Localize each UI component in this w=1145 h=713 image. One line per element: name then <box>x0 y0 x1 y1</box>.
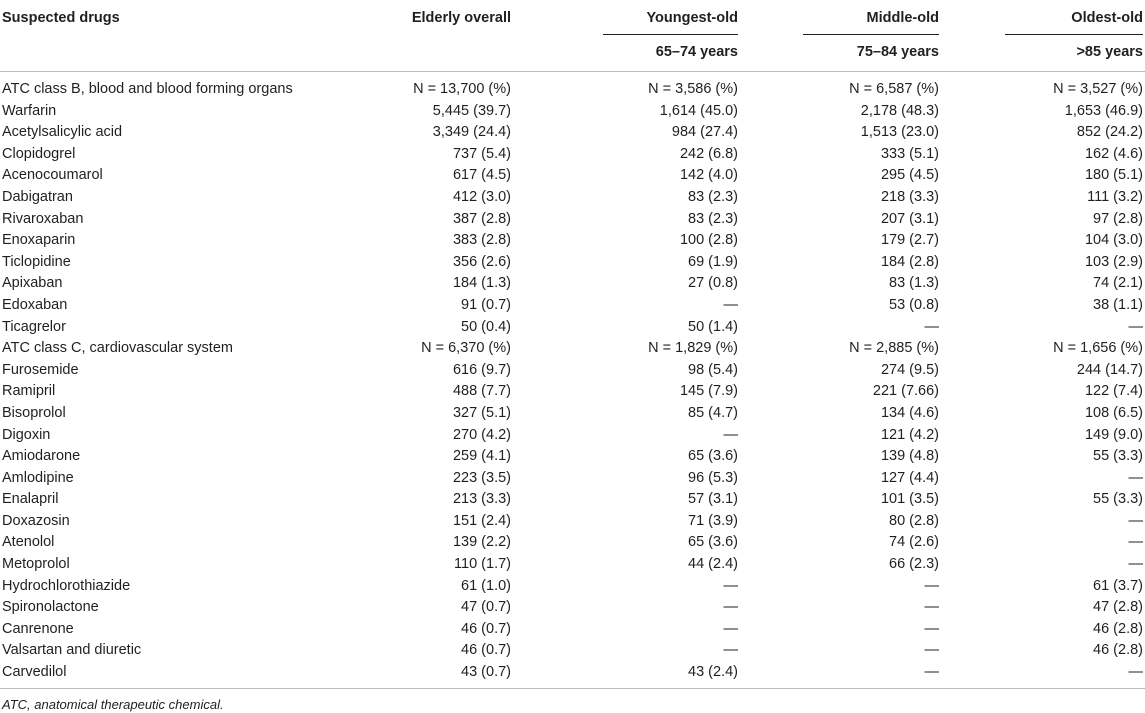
table-row <box>0 489 1145 511</box>
cell-middle: 101 (3.5) <box>880 491 939 508</box>
cell-middle: N = 6,587 (%) <box>849 81 939 97</box>
cell-youngest: — <box>723 426 738 443</box>
table-row <box>0 295 1145 317</box>
table-row <box>0 252 1145 274</box>
cell-drug: ATC class C, cardiovascular system <box>2 340 233 357</box>
cell-youngest: — <box>723 642 738 659</box>
cell-oldest: — <box>1128 534 1143 551</box>
cell-overall: N = 13,700 (%) <box>413 81 511 97</box>
cell-youngest: 142 (4.0) <box>679 167 738 184</box>
cell-youngest: 242 (6.8) <box>679 145 738 162</box>
cell-drug: Digoxin <box>2 426 51 443</box>
cell-oldest: 46 (2.8) <box>1093 620 1143 637</box>
cell-middle: 179 (2.7) <box>880 232 939 249</box>
cell-middle: 139 (4.8) <box>880 448 939 465</box>
cell-middle: — <box>924 599 939 616</box>
cell-drug: Warfarin <box>2 102 57 119</box>
cell-middle: — <box>924 577 939 594</box>
cell-oldest: 244 (14.7) <box>1076 361 1143 378</box>
cell-drug: ATC class B, blood and blood forming organs <box>2 81 293 97</box>
table-row <box>0 446 1145 468</box>
cell-oldest: 74 (2.1) <box>1093 275 1143 292</box>
cell-overall: 327 (5.1) <box>452 404 511 421</box>
cell-youngest: 83 (2.3) <box>688 188 738 205</box>
table-row <box>0 662 1145 684</box>
subheader-middle-range: 75–84 years <box>856 44 939 60</box>
cell-middle: 221 (7.66) <box>872 383 939 400</box>
subheader-youngest-range: 65–74 years <box>655 44 738 60</box>
table-row <box>0 640 1145 662</box>
table-row <box>0 554 1145 576</box>
cell-drug: Acenocoumarol <box>2 167 103 184</box>
cell-drug: Rivaroxaban <box>2 210 84 227</box>
cell-oldest: 111 (3.2) <box>1087 188 1143 205</box>
cell-youngest: 65 (3.6) <box>688 448 738 465</box>
cell-youngest: 43 (2.4) <box>688 664 738 681</box>
cell-overall: 223 (3.5) <box>452 469 511 486</box>
cell-middle: 83 (1.3) <box>889 275 939 292</box>
header-middle-old: Middle-old <box>866 10 939 26</box>
table-row <box>0 597 1145 619</box>
cell-youngest: 71 (3.9) <box>688 512 738 529</box>
cell-middle: 274 (9.5) <box>880 361 939 378</box>
cell-middle: — <box>924 664 939 681</box>
header-divider <box>0 71 1145 72</box>
cell-youngest: 27 (0.8) <box>688 275 738 292</box>
cell-youngest: — <box>723 620 738 637</box>
cell-drug: Amlodipine <box>2 469 74 486</box>
cell-middle: — <box>924 318 939 335</box>
cell-overall: 47 (0.7) <box>461 599 511 616</box>
header-youngest-old: Youngest-old <box>646 10 738 26</box>
table-row <box>0 468 1145 490</box>
cell-youngest: 85 (4.7) <box>688 404 738 421</box>
table-row <box>0 403 1145 425</box>
cell-drug: Valsartan and diuretic <box>2 642 142 659</box>
cell-youngest: N = 3,586 (%) <box>648 81 738 97</box>
cell-middle: 127 (4.4) <box>880 469 939 486</box>
cell-middle: — <box>924 620 939 637</box>
cell-drug: Doxazosin <box>2 512 70 529</box>
cell-drug: Acetylsalicylic acid <box>2 124 123 141</box>
cell-oldest: 38 (1.1) <box>1093 296 1143 313</box>
cell-middle: 2,178 (48.3) <box>860 102 939 119</box>
table-row <box>0 425 1145 447</box>
cell-middle: 184 (2.8) <box>880 253 939 270</box>
cell-middle: 80 (2.8) <box>889 512 939 529</box>
oldest-underline <box>1005 34 1143 35</box>
cell-drug: Apixaban <box>2 275 63 292</box>
cell-drug: Edoxaban <box>2 296 68 313</box>
table-row <box>0 317 1145 339</box>
cell-overall: 213 (3.3) <box>452 491 511 508</box>
cell-overall: 151 (2.4) <box>452 512 511 529</box>
cell-overall: 91 (0.7) <box>461 296 511 313</box>
cell-middle: N = 2,885 (%) <box>849 340 939 357</box>
header-elderly-overall: Elderly overall <box>411 10 511 26</box>
cell-youngest: N = 1,829 (%) <box>648 340 738 357</box>
cell-overall: 387 (2.8) <box>452 210 511 227</box>
cell-drug: Furosemide <box>2 361 79 378</box>
cell-oldest: 47 (2.8) <box>1093 599 1143 616</box>
table-row <box>0 273 1145 295</box>
cell-middle: 53 (0.8) <box>889 296 939 313</box>
cell-overall: 617 (4.5) <box>452 167 511 184</box>
cell-oldest: 46 (2.8) <box>1093 642 1143 659</box>
cell-drug: Clopidogrel <box>2 145 76 162</box>
header-oldest-old: Oldest-old <box>1071 10 1143 26</box>
cell-overall: 616 (9.7) <box>452 361 511 378</box>
footnote: ATC, anatomical therapeutic chemical. <box>2 697 224 712</box>
cell-drug: Ramipril <box>2 383 56 400</box>
cell-youngest: 96 (5.3) <box>688 469 738 486</box>
cell-drug: Canrenone <box>2 620 74 637</box>
cell-overall: 184 (1.3) <box>452 275 511 292</box>
cell-overall: 356 (2.6) <box>452 253 511 270</box>
cell-drug: Hydrochlorothiazide <box>2 577 131 594</box>
cell-youngest: 69 (1.9) <box>688 253 738 270</box>
cell-youngest: — <box>723 296 738 313</box>
cell-middle: 207 (3.1) <box>880 210 939 227</box>
cell-overall: 43 (0.7) <box>461 664 511 681</box>
subheader-oldest-range: >85 years <box>1076 44 1143 60</box>
cell-overall: N = 6,370 (%) <box>421 340 511 357</box>
cell-youngest: 984 (27.4) <box>671 124 738 141</box>
cell-oldest: N = 1,656 (%) <box>1053 340 1143 357</box>
table-row <box>0 360 1145 382</box>
cell-overall: 259 (4.1) <box>452 448 511 465</box>
cell-overall: 61 (1.0) <box>461 577 511 594</box>
cell-youngest: 44 (2.4) <box>688 556 738 573</box>
cell-middle: 333 (5.1) <box>880 145 939 162</box>
cell-middle: 74 (2.6) <box>889 534 939 551</box>
cell-drug: Enoxaparin <box>2 232 76 249</box>
cell-oldest: 149 (9.0) <box>1084 426 1143 443</box>
cell-overall: 46 (0.7) <box>461 642 511 659</box>
cell-youngest: 1,614 (45.0) <box>659 102 738 119</box>
table-row <box>0 144 1145 166</box>
cell-oldest: 852 (24.2) <box>1076 124 1143 141</box>
cell-drug: Ticagrelor <box>2 318 66 335</box>
table-body <box>0 79 1145 684</box>
cell-overall: 5,445 (39.7) <box>432 102 511 119</box>
cell-drug: Carvedilol <box>2 664 67 681</box>
cell-middle: 295 (4.5) <box>880 167 939 184</box>
cell-drug: Amiodarone <box>2 448 81 465</box>
cell-overall: 110 (1.7) <box>454 556 511 573</box>
cell-oldest: 55 (3.3) <box>1093 491 1143 508</box>
cell-drug: Ticlopidine <box>2 253 71 270</box>
cell-oldest: 162 (4.6) <box>1084 145 1143 162</box>
cell-youngest: 65 (3.6) <box>688 534 738 551</box>
cell-drug: Enalapril <box>2 491 59 508</box>
cell-oldest: N = 3,527 (%) <box>1053 81 1143 97</box>
cell-youngest: — <box>723 599 738 616</box>
cell-oldest: — <box>1128 512 1143 529</box>
cell-middle: 66 (2.3) <box>889 556 939 573</box>
cell-overall: 270 (4.2) <box>452 426 511 443</box>
table-row <box>0 338 1145 360</box>
cell-drug: Metoprolol <box>2 556 70 573</box>
cell-middle: 218 (3.3) <box>880 188 939 205</box>
bottom-divider <box>0 688 1145 689</box>
table-row <box>0 381 1145 403</box>
cell-oldest: 61 (3.7) <box>1093 577 1143 594</box>
cell-overall: 737 (5.4) <box>452 145 511 162</box>
middle-underline <box>803 34 939 35</box>
cell-oldest: 122 (7.4) <box>1084 383 1143 400</box>
cell-oldest: 180 (5.1) <box>1084 167 1143 184</box>
cell-oldest: 103 (2.9) <box>1084 253 1143 270</box>
table-row <box>0 101 1145 123</box>
table-row <box>0 165 1145 187</box>
cell-oldest: — <box>1128 469 1143 486</box>
cell-drug: Spironolactone <box>2 599 99 616</box>
cell-youngest: 100 (2.8) <box>679 232 738 249</box>
cell-youngest: 145 (7.9) <box>679 383 738 400</box>
table-row <box>0 209 1145 231</box>
youngest-underline <box>603 34 738 35</box>
cell-youngest: 83 (2.3) <box>688 210 738 227</box>
cell-oldest: — <box>1128 664 1143 681</box>
table-row <box>0 79 1145 101</box>
cell-youngest: 98 (5.4) <box>688 361 738 378</box>
cell-middle: 134 (4.6) <box>880 404 939 421</box>
table-row <box>0 619 1145 641</box>
header-row <box>0 0 1145 34</box>
cell-overall: 383 (2.8) <box>452 232 511 249</box>
cell-oldest: — <box>1128 318 1143 335</box>
subheader-row <box>0 34 1145 68</box>
cell-overall: 412 (3.0) <box>452 188 511 205</box>
table-row <box>0 532 1145 554</box>
cell-oldest: 1,653 (46.9) <box>1064 102 1143 119</box>
cell-oldest: — <box>1128 556 1143 573</box>
cell-oldest: 55 (3.3) <box>1093 448 1143 465</box>
cell-drug: Bisoprolol <box>2 404 66 421</box>
cell-youngest: 57 (3.1) <box>688 491 738 508</box>
cell-overall: 3,349 (24.4) <box>432 124 511 141</box>
cell-middle: 121 (4.2) <box>880 426 939 443</box>
table-row <box>0 187 1145 209</box>
cell-overall: 50 (0.4) <box>461 318 511 335</box>
table-row <box>0 122 1145 144</box>
header-suspected-drugs: Suspected drugs <box>2 10 120 26</box>
table-row <box>0 576 1145 598</box>
cell-drug: Dabigatran <box>2 188 73 205</box>
cell-youngest: — <box>723 577 738 594</box>
cell-oldest: 104 (3.0) <box>1084 232 1143 249</box>
table-row <box>0 511 1145 533</box>
cell-overall: 139 (2.2) <box>452 534 511 551</box>
table-row <box>0 230 1145 252</box>
cell-oldest: 97 (2.8) <box>1093 210 1143 227</box>
cell-oldest: 108 (6.5) <box>1084 404 1143 421</box>
cell-drug: Atenolol <box>2 534 55 551</box>
cell-overall: 46 (0.7) <box>461 620 511 637</box>
drug-table <box>0 0 1145 68</box>
cell-overall: 488 (7.7) <box>452 383 511 400</box>
cell-middle: 1,513 (23.0) <box>860 124 939 141</box>
cell-youngest: 50 (1.4) <box>688 318 738 335</box>
cell-middle: — <box>924 642 939 659</box>
